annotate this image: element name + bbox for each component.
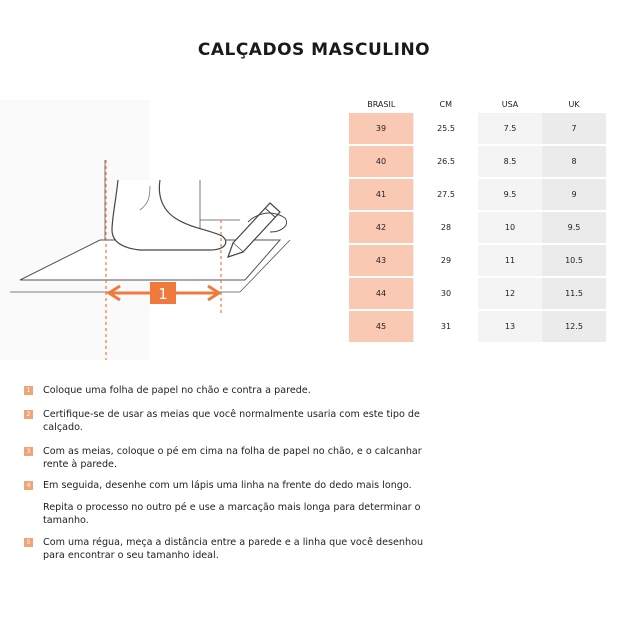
foot-measurement-illustration [0, 100, 340, 370]
cell-brasil: 44 [349, 277, 414, 310]
cell-usa: 10 [478, 211, 542, 244]
step-number-badge: 5 [24, 538, 33, 547]
step-item [24, 408, 444, 434]
step-number-badge: 3 [24, 447, 33, 456]
size-table-header [349, 96, 606, 113]
cell-usa: 11 [478, 244, 542, 277]
header-brasil: BRASIL [367, 100, 396, 109]
cell-brasil: 40 [349, 145, 414, 178]
cell-usa: 8.5 [478, 145, 542, 178]
cell-brasil: 43 [349, 244, 414, 277]
step-text: Em seguida, desenhe com um lápis uma linha na frente do dedo mais longo. [43, 480, 412, 491]
cell-usa: 12 [478, 277, 542, 310]
header-usa: USA [501, 100, 519, 109]
step-item [24, 384, 444, 397]
cell-uk: 7 [542, 113, 606, 145]
header-cm: CM [439, 100, 452, 109]
step-number-badge: 4 [24, 481, 33, 490]
cell-usa: 9.5 [478, 178, 542, 211]
cell-uk: 9 [542, 178, 606, 211]
cell-usa: 7.5 [478, 113, 542, 145]
table-row [349, 211, 606, 244]
cell-uk: 11.5 [542, 277, 606, 310]
cell-usa: 13 [478, 310, 542, 343]
step-text: Com as meias, coloque o pé em cima na folha de papel no chão, e o calcanhar rente à parede. [43, 446, 422, 470]
step-number-badge: 1 [24, 386, 33, 395]
foot-outline [112, 180, 226, 250]
step-text: Com uma régua, meça a distância entre a parede e a linha que você desenhou para encontrar o seu tamanho ideal. [43, 537, 424, 561]
instruction-steps [24, 384, 444, 561]
table-row [349, 113, 606, 145]
cell-uk: 10.5 [542, 244, 606, 277]
step-item [24, 445, 444, 471]
table-row [349, 145, 606, 178]
cell-uk: 9.5 [542, 211, 606, 244]
cell-brasil: 42 [349, 211, 414, 244]
step-text: Coloque uma folha de papel no chão e contra a parede. [43, 385, 311, 396]
step-item [24, 536, 444, 562]
cell-brasil: 45 [349, 310, 414, 343]
table-row [349, 277, 606, 310]
table-row [349, 244, 606, 277]
table-row [349, 310, 606, 343]
cell-cm: 30 [414, 277, 479, 310]
cell-cm: 25.5 [414, 113, 479, 145]
page-title: CALÇADOS MASCULINO [197, 40, 431, 60]
cell-cm: 27.5 [414, 178, 479, 211]
cell-brasil: 41 [349, 178, 414, 211]
step-text-continuation: Repita o processo no outro pé e use a marcação mais longa para determinar o tamanho. [43, 502, 421, 526]
cell-brasil: 39 [349, 113, 414, 145]
cell-uk: 8 [542, 145, 606, 178]
step-number-badge: 2 [24, 410, 33, 419]
cell-uk: 12.5 [542, 310, 606, 343]
step-item [24, 479, 412, 492]
cell-cm: 29 [414, 244, 479, 277]
step-text: Certifique-se de usar as meias que você normalmente usaria com este tipo de calçado. [43, 409, 420, 433]
cell-cm: 28 [414, 211, 479, 244]
size-table [349, 96, 606, 344]
header-uk: UK [568, 100, 580, 109]
cell-cm: 31 [414, 310, 479, 343]
cell-cm: 26.5 [414, 145, 479, 178]
marker-label: 1 [158, 285, 168, 303]
table-row [349, 178, 606, 211]
